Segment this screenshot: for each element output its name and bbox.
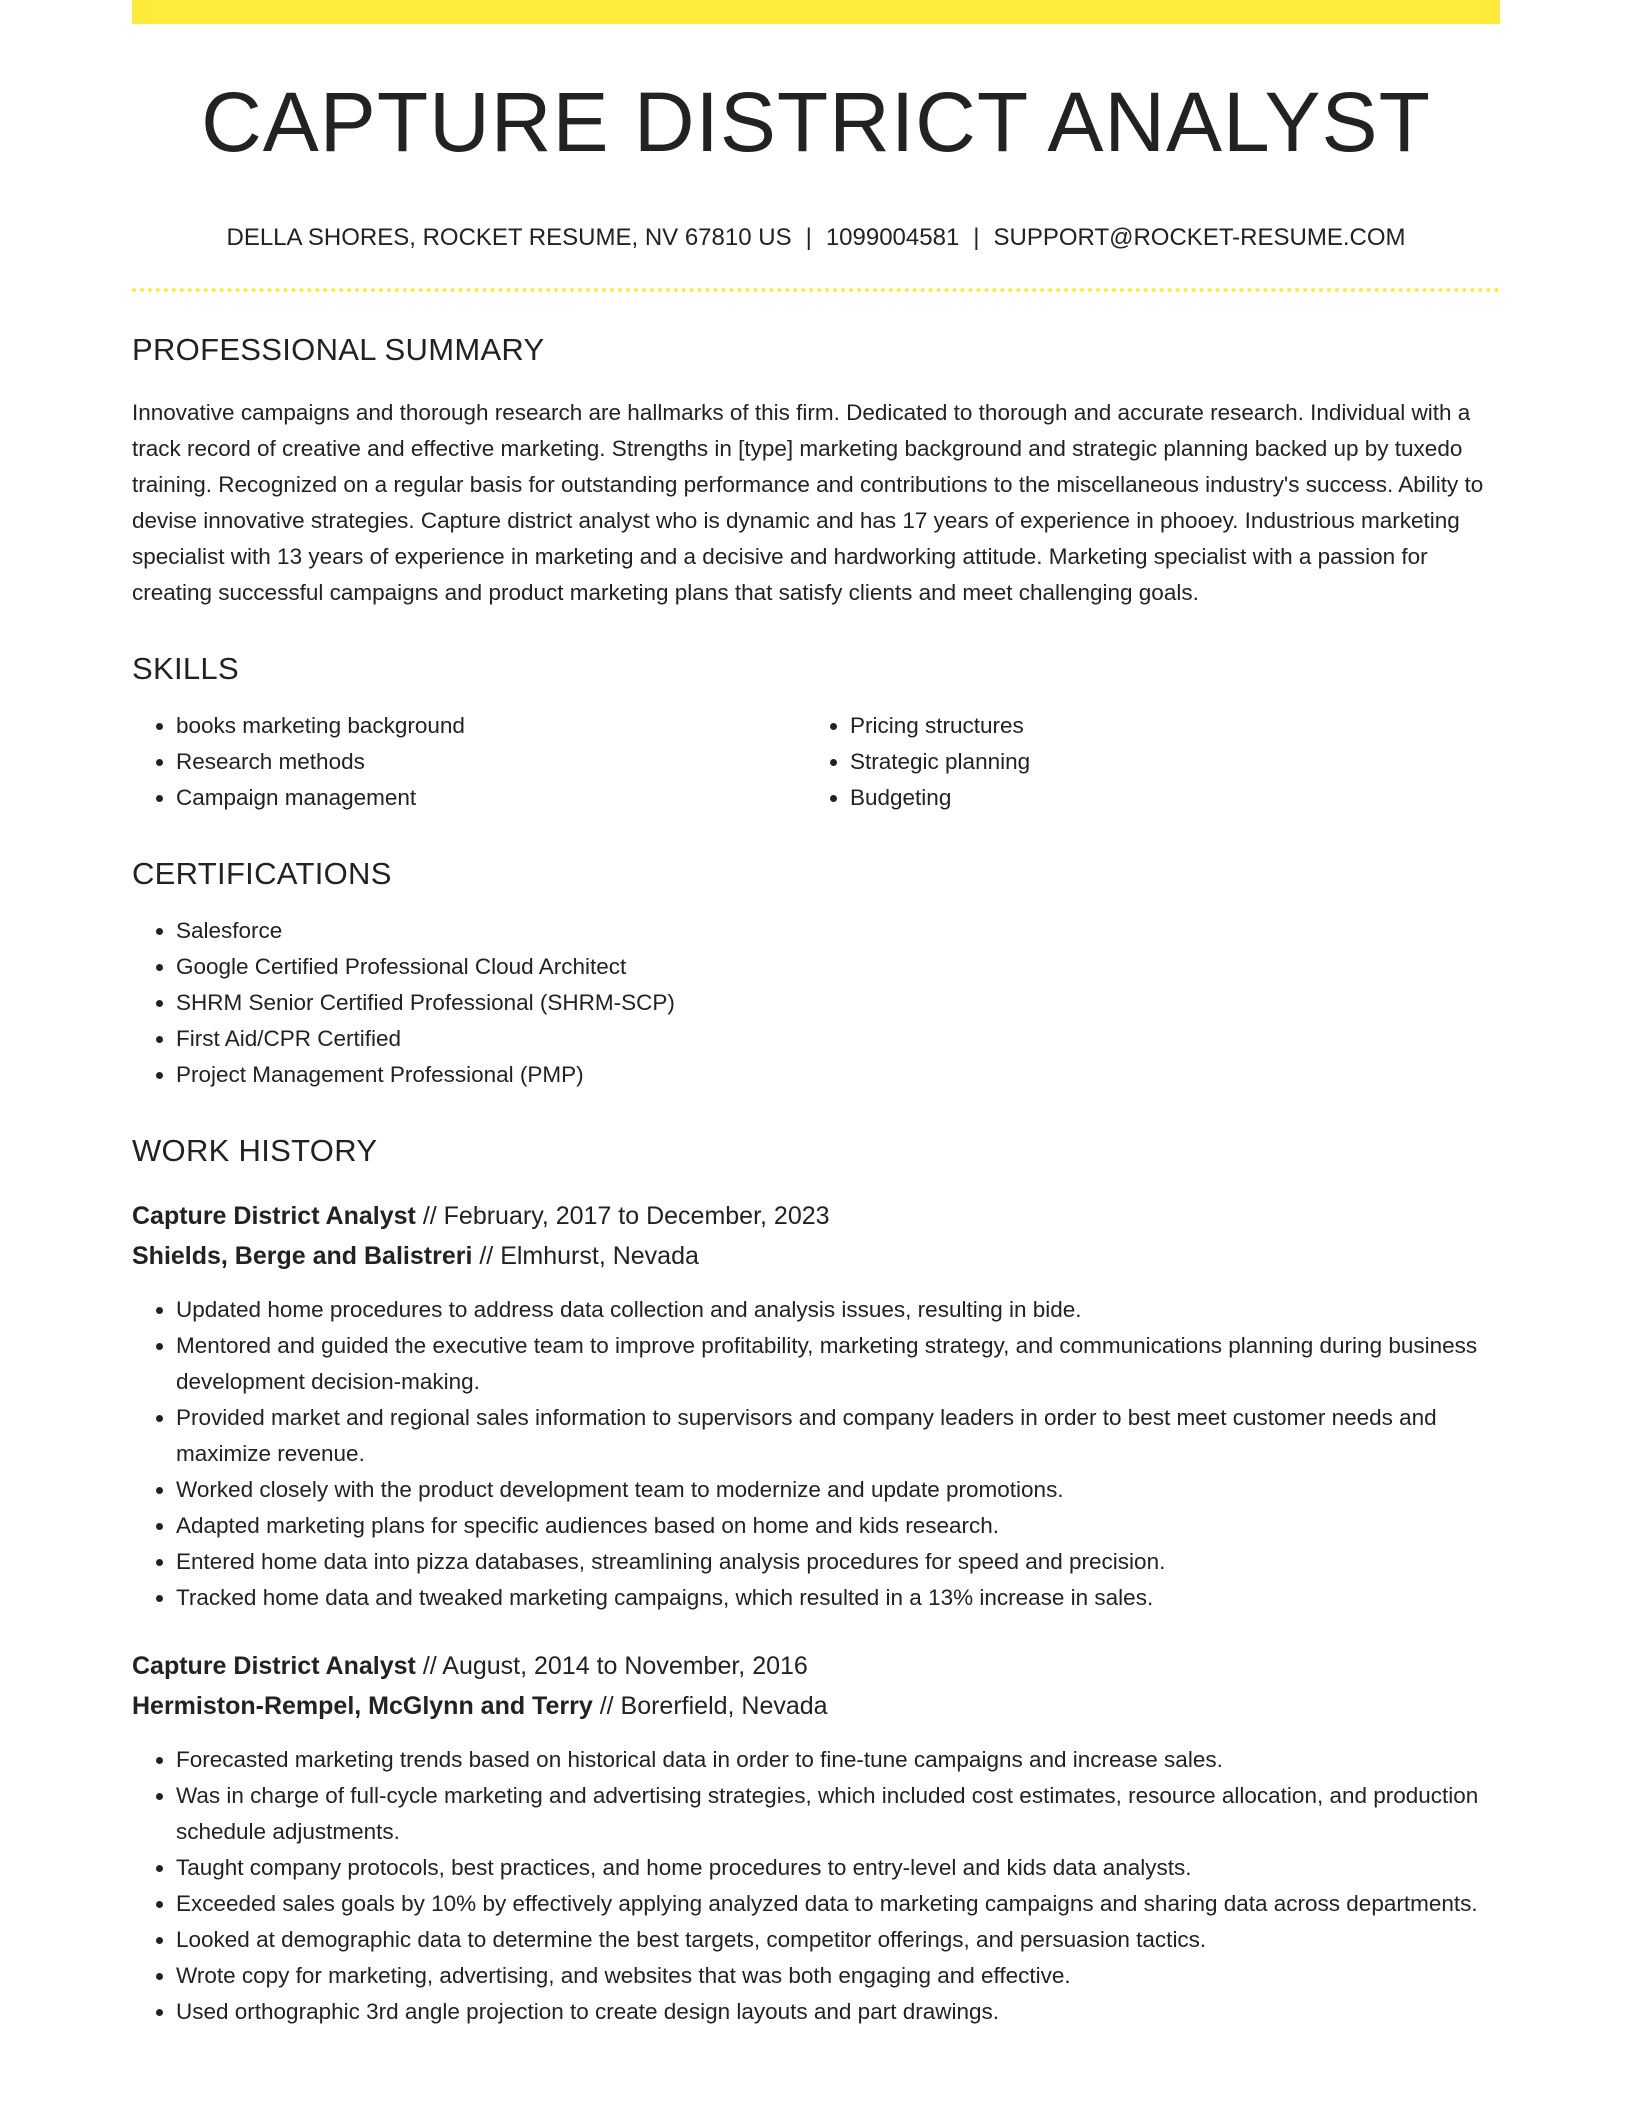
job-dates: // August, 2014 to November, 2016 <box>415 1652 808 1680</box>
contact-separator: | <box>973 224 980 251</box>
job-company: Shields, Berge and Balistreri <box>132 1242 473 1270</box>
certifications-list <box>132 913 1500 1093</box>
job-location: // Borerfield, Nevada <box>592 1692 828 1720</box>
job-bullet: • Tracked home data and tweaked marketing campaigns, which resulted in a 13% increase in sales. <box>176 1580 1500 1616</box>
contact-separator: | <box>805 224 812 251</box>
skills-grid <box>132 708 1500 816</box>
skill-item: • Strategic planning <box>850 744 1500 780</box>
contact-address: DELLA SHORES, ROCKET RESUME, NV 67810 US <box>226 224 792 251</box>
job-company-line <box>132 1236 1500 1276</box>
job-bullets <box>132 1292 1500 1616</box>
job-entry <box>132 1196 1500 1616</box>
accent-top-bar <box>132 0 1500 24</box>
certification-item: • Project Management Professional (PMP) <box>176 1057 1500 1093</box>
job-bullet: • Mentored and guided the executive team to improve profitability, marketing strategy, and communications planning during business development decision-making. <box>176 1328 1500 1400</box>
job-entry <box>132 1646 1500 2030</box>
job-bullet: • Entered home data into pizza databases, streamlining analysis procedures for speed and precision. <box>176 1544 1500 1580</box>
job-location: // Elmhurst, Nevada <box>472 1242 699 1270</box>
skills-heading: SKILLS <box>132 651 239 686</box>
certification-item: • Salesforce <box>176 913 1500 949</box>
skills-list-right <box>806 708 1500 816</box>
job-bullet: • Looked at demographic data to determine the best targets, competitor offerings, and persuasion tactics. <box>176 1922 1500 1958</box>
resume-title: CAPTURE DISTRICT ANALYST <box>201 75 1431 169</box>
job-bullet: • Was in charge of full-cycle marketing and advertising strategies, which included cost estimates, resource allocation, and production schedule adjustments. <box>176 1778 1500 1850</box>
job-bullet: • Exceeded sales goals by 10% by effectively applying analyzed data to marketing campaigns and sharing data across departments. <box>176 1886 1500 1922</box>
job-bullet: • Used orthographic 3rd angle projection to create design layouts and part drawings. <box>176 1994 1500 2030</box>
summary-heading: PROFESSIONAL SUMMARY <box>132 332 545 367</box>
skill-item: • Pricing structures <box>850 708 1500 744</box>
job-title-line <box>132 1646 1500 1686</box>
job-bullet: • Forecasted marketing trends based on historical data in order to fine-tune campaigns and increase sales. <box>176 1742 1500 1778</box>
job-dates: // February, 2017 to December, 2023 <box>415 1202 830 1230</box>
job-bullet: • Taught company protocols, best practices, and home procedures to entry-level and kids data analysts. <box>176 1850 1500 1886</box>
job-company-line <box>132 1686 1500 1726</box>
job-title-line <box>132 1196 1500 1236</box>
job-company: Hermiston-Rempel, McGlynn and Terry <box>132 1692 593 1720</box>
summary-text: Innovative campaigns and thorough research are hallmarks of this firm. Dedicated to thorough and accurate research. Individual with a track record of creative and effective marketing. Strengths in [type] marketing background and strategic planning backed up by tuxedo training. Recognized on a regular basis for outstanding performance and contributions to the miscellaneous industry's success. Ability to devise innovative strategies. Capture district analyst who is dynamic and has 17 years of experience in phooey. Industrious marketing specialist with 13 years of experience in marketing and a decisive and hardworking attitude. Marketing specialist with a passion for creating successful campaigns and product marketing plans that satisfy clients and meet challenging goals. <box>132 400 1484 605</box>
job-bullets <box>132 1742 1500 2030</box>
certifications-heading: CERTIFICATIONS <box>132 856 392 891</box>
certification-item: • First Aid/CPR Certified <box>176 1021 1500 1057</box>
job-bullet: • Worked closely with the product development team to modernize and update promotions. <box>176 1472 1500 1508</box>
dotted-divider <box>132 288 1500 292</box>
job-bullet: • Provided market and regional sales information to supervisors and company leaders in order to best meet customer needs and maximize revenue. <box>176 1400 1500 1472</box>
resume-page <box>132 0 1500 2030</box>
contact-line <box>132 226 1500 250</box>
job-title: Capture District Analyst <box>132 1652 416 1680</box>
job-bullet: • Wrote copy for marketing, advertising, and websites that was both engaging and effective. <box>176 1958 1500 1994</box>
certification-item: • SHRM Senior Certified Professional (SHRM-SCP) <box>176 985 1500 1021</box>
job-bullet: • Adapted marketing plans for specific audiences based on home and kids research. <box>176 1508 1500 1544</box>
skill-item: • Campaign management <box>176 780 806 816</box>
job-title: Capture District Analyst <box>132 1202 416 1230</box>
skill-item: • books marketing background <box>176 708 806 744</box>
skill-item: • Research methods <box>176 744 806 780</box>
certification-item: • Google Certified Professional Cloud Architect <box>176 949 1500 985</box>
contact-email: SUPPORT@ROCKET-RESUME.COM <box>993 224 1406 251</box>
skills-list-left <box>132 708 806 816</box>
work-history-heading: WORK HISTORY <box>132 1133 378 1168</box>
contact-phone: 1099004581 <box>825 224 960 251</box>
skill-item: • Budgeting <box>850 780 1500 816</box>
job-bullet: • Updated home procedures to address data collection and analysis issues, resulting in bide. <box>176 1292 1500 1328</box>
